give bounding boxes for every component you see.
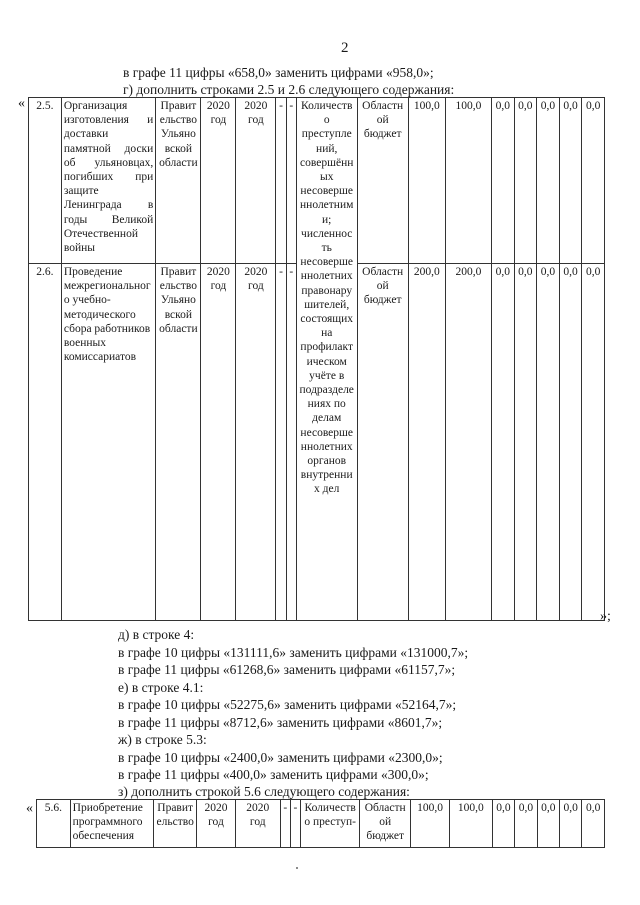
rows-2-5-2-6-table — [28, 97, 605, 621]
measure-name: Проведение межрегионального учебно-методического сбора работников военных комиссариатов — [61, 264, 155, 621]
value-cell: 0,0 — [582, 98, 605, 264]
instruction-line: д) в строке 4: — [118, 627, 195, 642]
value-cell: 100,0 — [408, 98, 445, 264]
value-cell: 0,0 — [582, 264, 605, 621]
dash-cell: - — [286, 98, 296, 264]
end-year: 2020 год — [236, 264, 276, 621]
row-number: 5.6. — [37, 800, 71, 848]
table-row — [37, 800, 605, 848]
value-cell: 0,0 — [514, 264, 537, 621]
row-5-6-table — [36, 799, 605, 848]
measure-name: Приобретение программного обеспечения — [70, 800, 154, 848]
value-cell: 0,0 — [537, 800, 559, 848]
instruction-line: в графе 10 цифры «52275,6» заменить цифрами «52164,7»; — [118, 697, 457, 712]
dash-cell: - — [276, 98, 286, 264]
value-cell: 0,0 — [537, 98, 560, 264]
value-cell: 0,0 — [559, 264, 582, 621]
start-year: 2020 год — [197, 800, 236, 848]
start-year: 2020 год — [201, 264, 236, 621]
target-indicator: Количество преступ- — [301, 800, 360, 848]
instruction-line: з) дополнить строкой 5.6 следующего содержания: — [118, 784, 410, 799]
quote-open-mark: « — [26, 801, 33, 816]
value-cell: 100,0 — [411, 800, 450, 848]
quote-close-mark: »; — [600, 609, 611, 624]
instruction-line: ж) в строке 5.3: — [118, 732, 207, 747]
quote-open-mark: « — [18, 96, 25, 111]
instruction-line: в графе 11 цифры «61268,6» заменить цифрами «61157,7»; — [118, 662, 456, 677]
value-cell: 0,0 — [559, 98, 582, 264]
page-number: 2 — [341, 40, 349, 56]
instruction-line: г) дополнить строками 2.5 и 2.6 следующего содержания: — [123, 82, 455, 97]
funding-source: Областной бюджет — [360, 800, 411, 848]
dash-cell: - — [286, 264, 296, 621]
instruction-line: в графе 10 цифры «131111,6» заменить цифрами «131000,7»; — [118, 645, 469, 660]
value-cell: 200,0 — [408, 264, 445, 621]
executor: Правительство Ульяновской области — [156, 98, 201, 264]
funding-source: Областной бюджет — [357, 98, 408, 264]
instruction-line: е) в строке 4.1: — [118, 680, 204, 695]
value-cell: 200,0 — [445, 264, 491, 621]
value-cell: 0,0 — [491, 98, 514, 264]
row-number: 2.6. — [29, 264, 62, 621]
start-year: 2020 год — [201, 98, 236, 264]
end-year: 2020 год — [236, 98, 276, 264]
value-cell: 100,0 — [449, 800, 492, 848]
instruction-line: в графе 11 цифры «658,0» заменить цифрами «958,0»; — [123, 65, 434, 80]
value-cell: 0,0 — [560, 800, 582, 848]
funding-source: Областной бюджет — [357, 264, 408, 621]
executor: Правительство — [154, 800, 197, 848]
dash-cell: - — [276, 264, 286, 621]
value-cell: 0,0 — [491, 264, 514, 621]
row-number: 2.5. — [29, 98, 62, 264]
value-cell: 0,0 — [515, 800, 537, 848]
value-cell: 100,0 — [445, 98, 491, 264]
executor: Правительство Ульяновской области — [156, 264, 201, 621]
target-indicator: Количество преступлений, совершённых несовершеннолетними; численность несовершеннолетних правонарушителей, состоящих на профилактическом учёте в подразделениях по делам несовершеннолетних органов внутренних дел — [296, 98, 357, 621]
table-row — [29, 98, 605, 264]
measure-name: Организация изготовления и доставки памятной доски об ульяновцах, погибших при защите Ленинграда в годы Великой Отечественной войны — [61, 98, 155, 264]
instruction-line: в графе 10 цифры «2400,0» заменить цифрами «2300,0»; — [118, 750, 443, 765]
dash-cell: - — [280, 800, 290, 848]
value-cell: 0,0 — [514, 98, 537, 264]
value-cell: 0,0 — [537, 264, 560, 621]
instruction-line: в графе 11 цифры «8712,6» заменить цифрами «8601,7»; — [118, 715, 443, 730]
scan-speck — [296, 867, 298, 869]
instruction-line: в графе 11 цифры «400,0» заменить цифрами «300,0»; — [118, 767, 429, 782]
value-cell: 0,0 — [492, 800, 514, 848]
end-year: 2020 год — [235, 800, 280, 848]
dash-cell: - — [290, 800, 300, 848]
value-cell: 0,0 — [582, 800, 605, 848]
